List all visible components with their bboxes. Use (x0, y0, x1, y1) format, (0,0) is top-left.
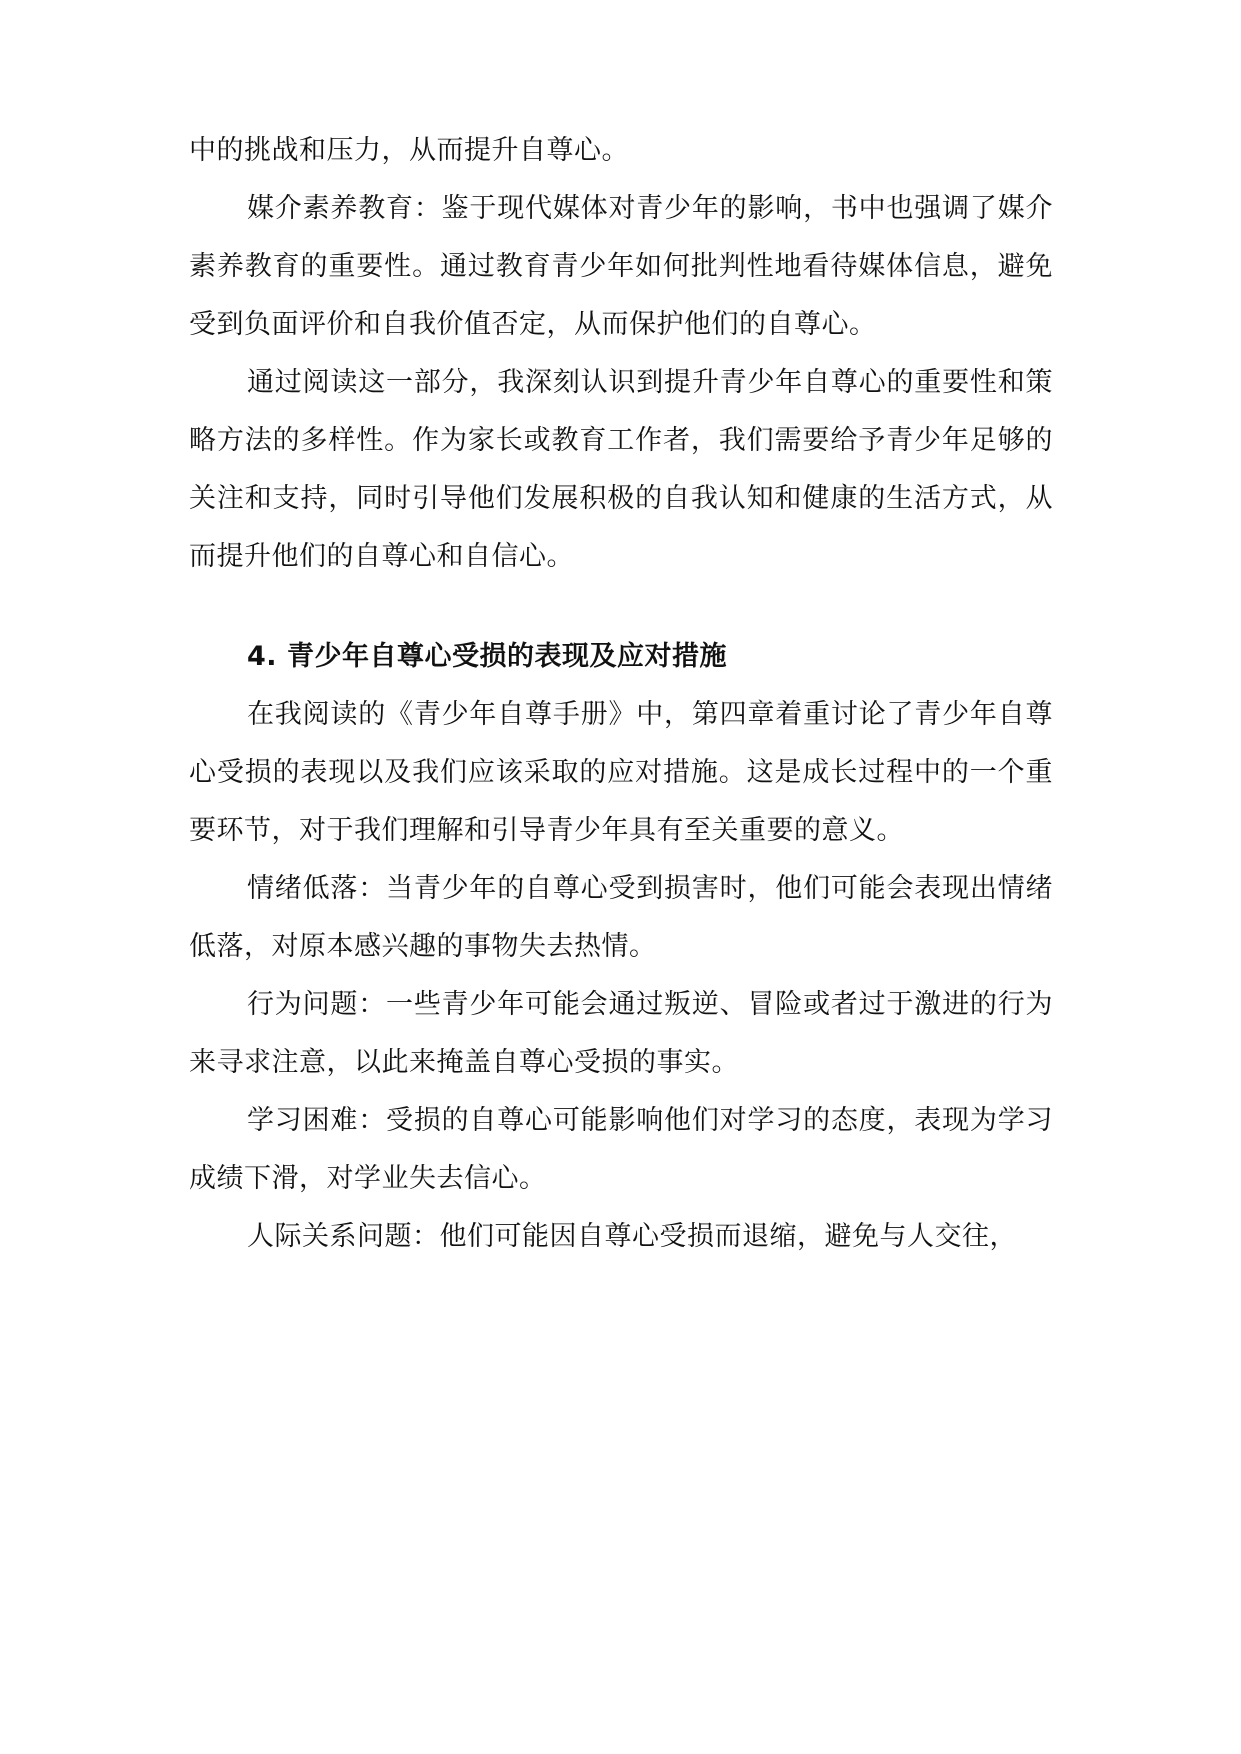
paragraph-low-mood: 情绪低落：当青少年的自尊心受到损害时，他们可能会表现出情绪低落，对原本感兴趣的事物失去热情。 (189, 873, 1053, 962)
document-page (189, 122, 1053, 1266)
section-heading: 4. 青少年自尊心受损的表现及应对措施 (247, 641, 727, 672)
paragraph-reflection: 通过阅读这一部分，我深刻认识到提升青少年自尊心的重要性和策略方法的多样性。作为家长或教育工作者，我们需要给予青少年足够的关注和支持，同时引导他们发展积极的自我认知和健康的生活方式，从而提升他们的自尊心和自信心。 (189, 367, 1053, 572)
paragraph-learning-difficulty: 学习困难：受损的自尊心可能影响他们对学习的态度，表现为学习成绩下滑，对学业失去信心。 (189, 1105, 1053, 1194)
paragraph-chapter-intro: 在我阅读的《青少年自尊手册》中，第四章着重讨论了青少年自尊心受损的表现以及我们应该采取的应对措施。这是成长过程中的一个重要环节，对于我们理解和引导青少年具有至关重要的意义。 (189, 699, 1053, 846)
paragraph-media-literacy: 媒介素养教育：鉴于现代媒体对青少年的影响，书中也强调了媒介素养教育的重要性。通过教育青少年如何批判性地看待媒体信息，避免受到负面评价和自我价值否定，从而保护他们的自尊心。 (189, 193, 1053, 340)
paragraph-behavior-problems: 行为问题：一些青少年可能会通过叛逆、冒险或者过于激进的行为来寻求注意，以此来掩盖自尊心受损的事实。 (189, 989, 1053, 1078)
paragraph-relationship-problems: 人际关系问题：他们可能因自尊心受损而退缩，避免与人交往， (247, 1221, 1017, 1252)
paragraph-1: 中的挑战和压力，从而提升自尊心。 (189, 135, 629, 166)
